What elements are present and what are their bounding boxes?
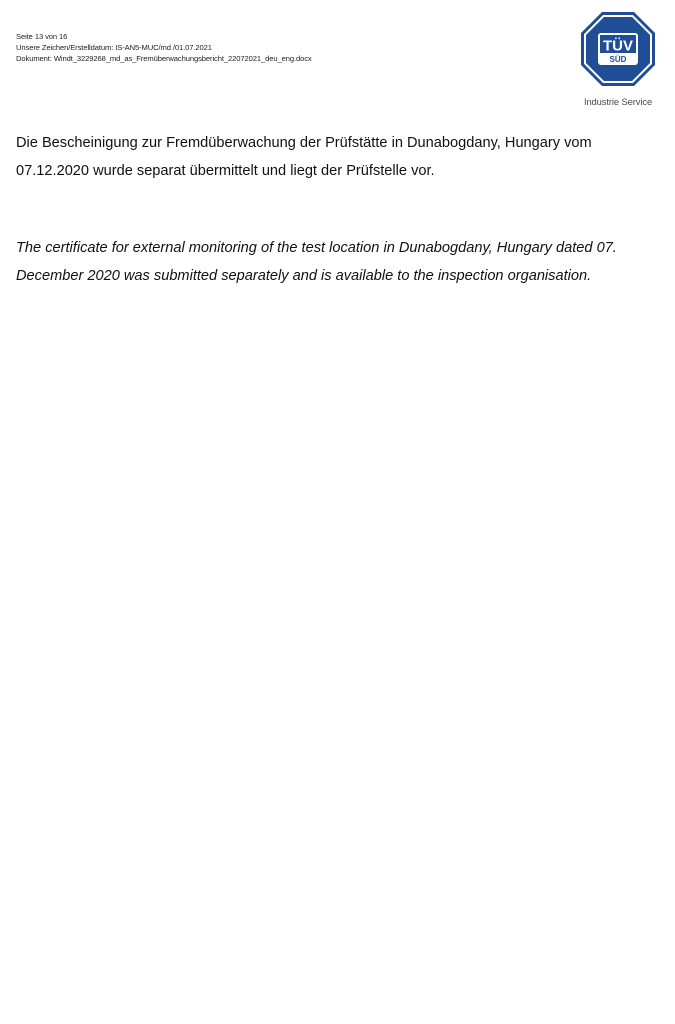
paragraph-german: Die Bescheinigung zur Fremdüberwachung der Prüfstätte in Dunabogdany, Hungary vom 07.12.2020 wurde separat übermittelt und liegt der Prüfstelle vor. (16, 135, 592, 179)
document-filename: Dokument: Windt_3229268_md_as_Fremüberwachungsbericht_22072021_deu_eng.docx (16, 54, 312, 63)
tuv-sud-logo (580, 11, 656, 111)
paragraph-english: The certificate for external monitoring of the test location in Dunabogdany, Hungary dated 07. December 2020 was submitted separately and is available to the inspection organisation. (16, 240, 617, 284)
logo-brand-top: TÜV (603, 37, 633, 55)
tuv-octagon-icon (580, 11, 656, 87)
logo-brand-bottom: SÜD (609, 55, 627, 64)
document-header-meta (16, 31, 312, 64)
reference-line: Unsere Zeichen/Erstelldatum: IS-AN5-MUC/md /01.07.2021 (16, 43, 212, 52)
page-number: Seite 13 von 16 (16, 32, 68, 41)
logo-caption: Industrie Service (583, 96, 653, 107)
